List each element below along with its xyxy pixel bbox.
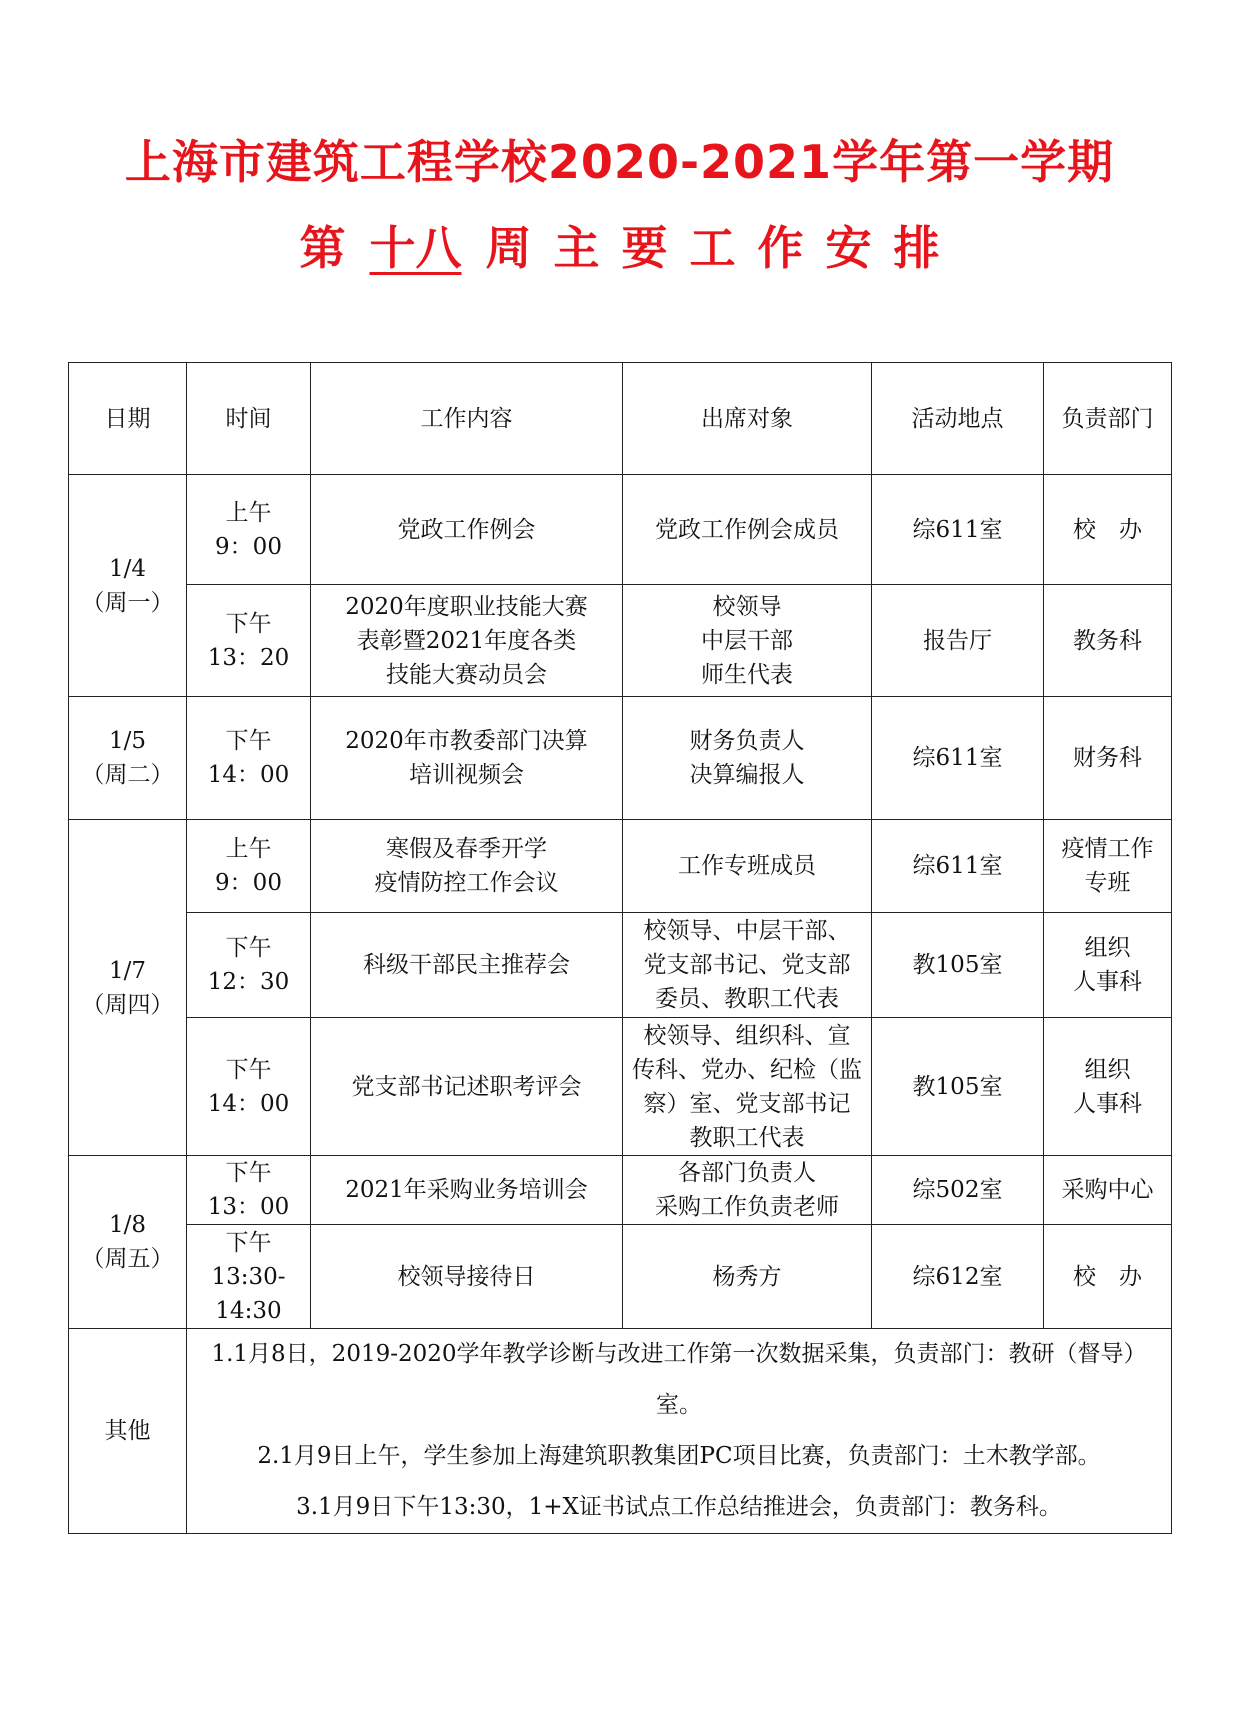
time-cell: 下午 13:30- 14:30: [187, 1225, 311, 1329]
week-number: 十八: [369, 221, 462, 275]
location-cell: 教105室: [872, 913, 1044, 1018]
note-item: 1.1月8日，2019-2020学年教学诊断与改进工作第一次数据采集，负责部门：教研（督导）室。: [211, 1341, 1147, 1418]
date-cell: 1/4 （周一）: [69, 475, 187, 697]
attendees-cell: 校领导、中层干部、 党支部书记、党支部 委员、教职工代表: [623, 913, 872, 1018]
location-cell: 综611室: [872, 475, 1044, 585]
other-notes: [187, 1329, 1172, 1534]
subtitle-word-7: 排: [893, 221, 940, 275]
content-cell: 党政工作例会: [311, 475, 623, 585]
location-cell: 综502室: [872, 1156, 1044, 1225]
content-cell: 科级干部民主推荐会: [311, 913, 623, 1018]
table-row: [69, 820, 1172, 913]
date-cell: 1/7 （周四）: [69, 820, 187, 1156]
content-cell: 2020年度职业技能大赛 表彰暨2021年度各类 技能大赛动员会: [311, 585, 623, 697]
table-header-row: [69, 363, 1172, 475]
location-cell: 教105室: [872, 1018, 1044, 1156]
schedule-table: [68, 362, 1172, 1534]
subtitle-word-6: 安: [825, 221, 872, 275]
subtitle-word-3: 要: [621, 221, 668, 275]
subtitle-word-5: 作: [757, 221, 804, 275]
content-cell: 2021年采购业务培训会: [311, 1156, 623, 1225]
time-cell: 上午 9：00: [187, 475, 311, 585]
attendees-cell: 杨秀方: [623, 1225, 872, 1329]
content-cell: 校领导接待日: [311, 1225, 623, 1329]
col-header-time: 时间: [187, 363, 311, 475]
table-row: [69, 1156, 1172, 1225]
note-item: 2.1月9日上午，学生参加上海建筑职教集团PC项目比赛，负责部门：土木教学部。: [257, 1443, 1101, 1469]
dept-cell: 教务科: [1044, 585, 1172, 697]
document-subtitle: [0, 212, 1239, 278]
time-cell: 下午 14：00: [187, 697, 311, 820]
dept-cell: 组织 人事科: [1044, 913, 1172, 1018]
dept-cell: 采购中心: [1044, 1156, 1172, 1225]
subtitle-prefix: 第: [299, 221, 346, 275]
dept-cell: 校 办: [1044, 475, 1172, 585]
table-row: [69, 697, 1172, 820]
attendees-cell: 财务负责人 决算编报人: [623, 697, 872, 820]
content-cell: 2020年市教委部门决算 培训视频会: [311, 697, 623, 820]
document-title: 上海市建筑工程学校2020-2021学年第一学期: [124, 135, 1115, 189]
other-label: 其他: [69, 1329, 187, 1534]
dept-cell: 校 办: [1044, 1225, 1172, 1329]
attendees-cell: 党政工作例会成员: [623, 475, 872, 585]
subtitle-word-4: 工: [689, 221, 736, 275]
dept-cell: 疫情工作 专班: [1044, 820, 1172, 913]
location-cell: 综611室: [872, 820, 1044, 913]
location-cell: 综611室: [872, 697, 1044, 820]
note-item: 3.1月9日下午13:30，1+X证书试点工作总结推进会，负责部门：教务科。: [296, 1494, 1062, 1520]
content-cell: 党支部书记述职考评会: [311, 1018, 623, 1156]
time-cell: 下午 13：00: [187, 1156, 311, 1225]
date-cell: 1/5 （周二）: [69, 697, 187, 820]
dept-cell: 财务科: [1044, 697, 1172, 820]
attendees-cell: 各部门负责人 采购工作负责老师: [623, 1156, 872, 1225]
table-row: [69, 475, 1172, 585]
col-header-dept: 负责部门: [1044, 363, 1172, 475]
attendees-cell: 工作专班成员: [623, 820, 872, 913]
table-row: [69, 913, 1172, 1018]
col-header-location: 活动地点: [872, 363, 1044, 475]
table-row: [69, 1018, 1172, 1156]
col-header-date: 日期: [69, 363, 187, 475]
table-row: [69, 585, 1172, 697]
other-row: [69, 1329, 1172, 1534]
subtitle-word-2: 主: [553, 221, 600, 275]
content-cell: 寒假及春季开学 疫情防控工作会议: [311, 820, 623, 913]
date-cell: 1/8 （周五）: [69, 1156, 187, 1329]
table-row: [69, 1225, 1172, 1329]
col-header-content: 工作内容: [311, 363, 623, 475]
time-cell: 上午 9：00: [187, 820, 311, 913]
subtitle-word-1: 周: [485, 221, 532, 275]
location-cell: 报告厅: [872, 585, 1044, 697]
time-cell: 下午 14：00: [187, 1018, 311, 1156]
dept-cell: 组织 人事科: [1044, 1018, 1172, 1156]
time-cell: 下午 13：20: [187, 585, 311, 697]
location-cell: 综612室: [872, 1225, 1044, 1329]
col-header-attendees: 出席对象: [623, 363, 872, 475]
attendees-cell: 校领导 中层干部 师生代表: [623, 585, 872, 697]
time-cell: 下午 12：30: [187, 913, 311, 1018]
attendees-cell: 校领导、组织科、宣 传科、党办、纪检（监 察）室、党支部书记 教职工代表: [623, 1018, 872, 1156]
